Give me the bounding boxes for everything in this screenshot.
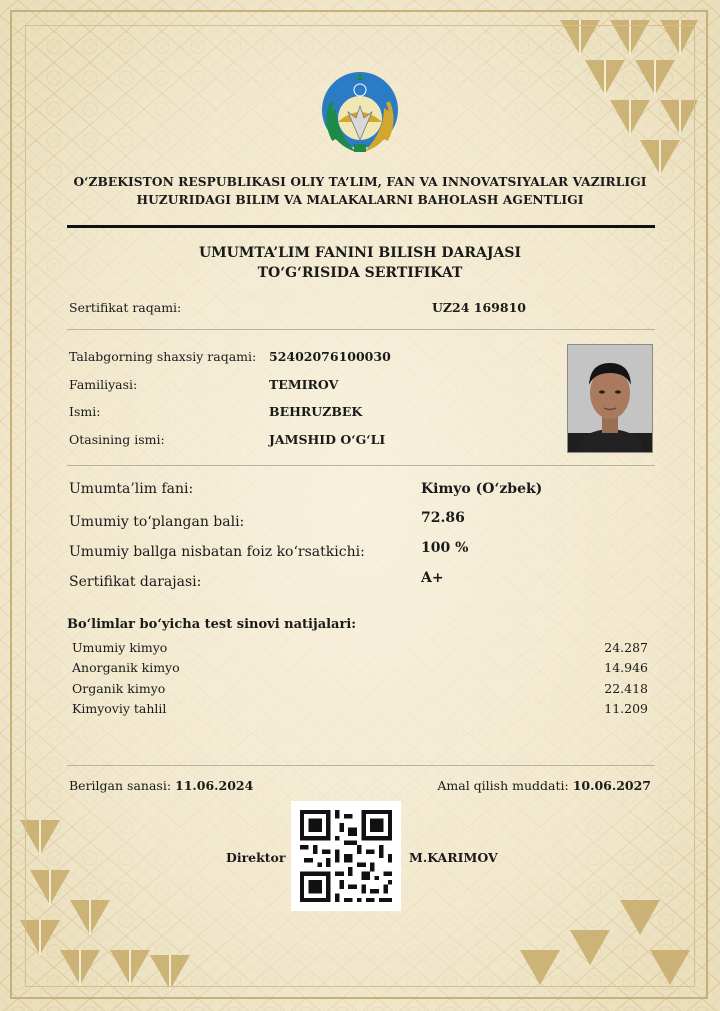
director-name: M.KARIMOV [409, 850, 498, 865]
total-score-value: 72.86 [421, 510, 465, 526]
title-line-2: TO‘G‘RISIDA SERTIFIKAT [257, 265, 463, 281]
surname-label: Familiyasi: [69, 377, 138, 392]
result-value: 24.287 [604, 640, 648, 655]
result-value: 11.209 [604, 701, 648, 716]
header-divider [67, 225, 655, 228]
result-name: Anorganik kimyo [72, 660, 180, 675]
total-score-label: Umumiy to‘plangan bali: [69, 514, 245, 530]
issue-date-label: Berilgan sanasi: [69, 778, 172, 793]
ministry-name [60, 173, 660, 209]
patronymic-label: Otasining ismi: [69, 432, 165, 447]
state-emblem-icon [312, 62, 408, 158]
section-results-heading: Bo‘limlar bo‘yicha test sinovi natijalari: [67, 617, 357, 632]
divider [67, 465, 655, 466]
personal-id-label: Talabgorning shaxsiy raqami: [69, 349, 257, 364]
certificate-number-value: UZ24 169810 [432, 300, 526, 315]
divider [67, 329, 655, 330]
issue-date-value: 11.06.2024 [175, 778, 254, 793]
level-label: Sertifikat darajasi: [69, 574, 202, 590]
certificate-title [60, 243, 660, 283]
name-value: BEHRUZBEK [269, 404, 363, 419]
qr-code-icon [291, 801, 401, 911]
divider [67, 765, 655, 766]
valid-until-value: 10.06.2027 [572, 778, 651, 793]
person-photo-icon [568, 345, 652, 452]
qr-code[interactable] [291, 801, 401, 911]
percent-value: 100 % [421, 540, 469, 556]
surname-value: TEMIROV [269, 377, 339, 392]
result-name: Kimyoviy tahlil [72, 701, 167, 716]
personal-id-value: 52402076100030 [269, 349, 391, 364]
level-value: A+ [421, 570, 444, 586]
certificate-number-label: Sertifikat raqami: [69, 300, 182, 315]
ministry-line-2: HUZURIDAGI BILIM VA MALAKALARNI BAHOLASH AGENTLIGI [136, 193, 584, 207]
result-name: Organik kimyo [72, 681, 166, 696]
percent-label: Umumiy ballga nisbatan foiz ko‘rsatkichi: [69, 544, 365, 560]
valid-until-label: Amal qilish muddati: [437, 778, 569, 793]
student-photo [567, 344, 653, 453]
patronymic-value: JAMSHID O‘G‘LI [269, 432, 386, 447]
subject-value: Kimyo (O‘zbek) [421, 481, 543, 497]
issue-date [69, 778, 253, 793]
name-label: Ismi: [69, 404, 101, 419]
valid-until [437, 778, 651, 793]
result-name: Umumiy kimyo [72, 640, 168, 655]
result-value: 22.418 [604, 681, 648, 696]
subject-label: Umumta’lim fani: [69, 481, 194, 497]
ministry-line-1: O‘ZBEKISTON RESPUBLIKASI OLIY TA’LIM, FAN VA INNOVATSIYALAR VAZIRLIGI [73, 175, 647, 189]
director-label: Direktor [226, 850, 286, 865]
title-line-1: UMUMTA’LIM FANINI BILISH DARAJASI [198, 245, 522, 261]
result-value: 14.946 [604, 660, 648, 675]
